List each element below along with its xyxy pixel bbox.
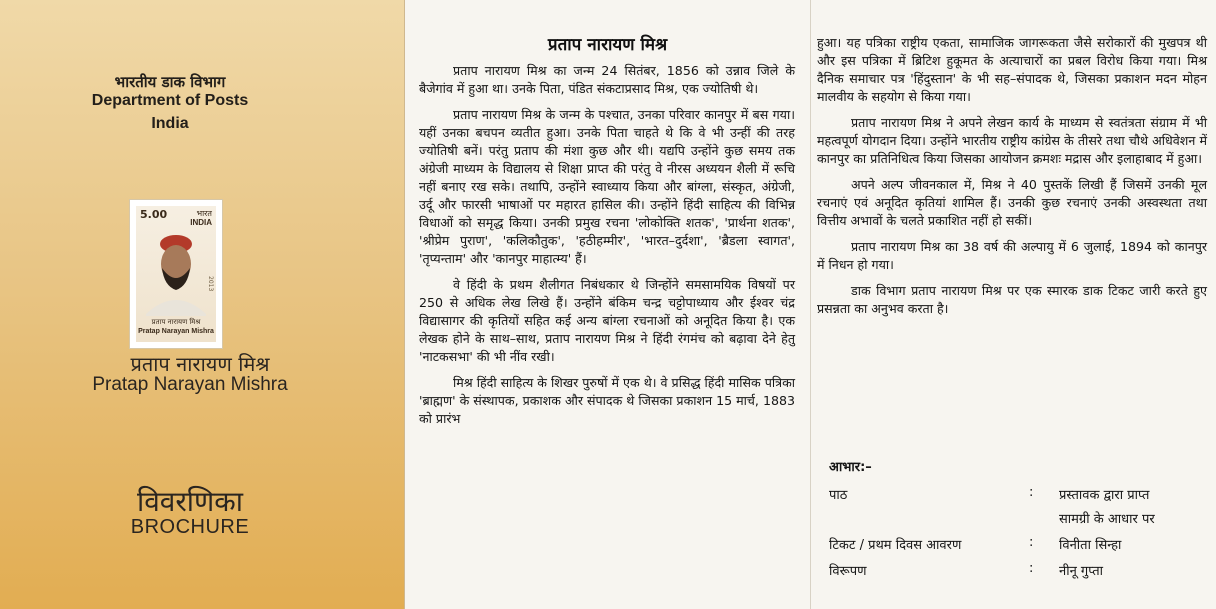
ack-colon: : xyxy=(1029,535,1034,550)
ack-label: विरूपण xyxy=(829,564,867,579)
department-name-hindi: भारतीय डाक विभाग xyxy=(114,73,226,91)
article-title: प्रताप नारायण मिश्र xyxy=(547,35,668,55)
ack-value: सामग्री के आधार पर xyxy=(1059,512,1155,527)
ack-value: नीनू गुप्ता xyxy=(1059,564,1104,579)
brochure-label-english: BROCHURE xyxy=(130,516,250,538)
paragraph: अपने अल्प जीवनकाल में, मिश्र ने 40 पुस्तकें लिखी हैं जिसमें उनकी मूल रचनाएं एवं अनूदित कृतियां शामिल हैं। उनकी कुछ रचनाएं उनकी अस्वस्थता तथा वित्तीय अभावों के चलते प्रकाशित नहीं हो सकीं। xyxy=(817,177,1207,228)
article-column-middle xyxy=(419,62,795,436)
article-column-right xyxy=(817,34,1207,326)
subject-name-english: Pratap Narayan Mishra xyxy=(92,374,288,395)
paragraph: प्रताप नारायण मिश्र का जन्म 24 सितंबर, 1856 को उन्नाव जिले के बैजेगांव में हुआ था। उनके पिता, पंडित संकटाप्रसाद मिश्र, एक ज्योतिषी थे। xyxy=(419,63,795,96)
stamp-year: 2013 xyxy=(207,276,214,292)
paragraph: प्रताप नारायण मिश्र का 38 वर्ष की अल्पायु में 6 जुलाई, 1894 को कानपुर में निधन हो गया। xyxy=(817,239,1207,272)
subject-name-hindi: प्रताप नारायण मिश्र xyxy=(130,352,270,376)
stamp-value: 5.00 xyxy=(140,208,168,221)
paragraph: मिश्र हिंदी साहित्य के शिखर पुरुषों में एक थे। वे प्रसिद्ध हिंदी मासिक पत्रिका 'ब्राह्मण' के संस्थापक, प्रकाशक और संपादक थे जिसका प्रकाशन 15 मार्च, 1883 को प्रारंभ xyxy=(419,375,795,426)
paragraph: हुआ। यह पत्रिका राष्ट्रीय एकता, सामाजिक जागरूकता जैसे सरोकारों की मुखपत्र थी और इस पत्रिका में ब्रिटिश हुकूमत के अत्याचारों का प्रबल विरोध किया गया। मिश्र दैनिक समाचार पत्र 'हिंदुस्तान' के भी सह–संपादक थे, जिसका प्रकाशन मदन मोहन मालवीय के सहयोग से किया गया। xyxy=(817,35,1207,104)
stamp-name-hindi: प्रताप नारायण मिश्र xyxy=(151,318,201,326)
brochure-label-hindi: विवरणिका xyxy=(136,485,244,518)
paragraph: प्रताप नारायण मिश्र ने अपने लेखन कार्य के माध्यम से स्वतंत्रता संग्राम में भी महत्वपूर्ण योगदान दिया। उन्होंने भारतीय राष्ट्रीय कांग्रेस के तीसरे तथा चौथे अधिवेशन में कानपुर का प्रतिनिधित्व किया जिसका आयोजन क्रमशः मद्रास और इलाहाबाद में हुआ। xyxy=(817,115,1207,166)
stamp-design xyxy=(136,206,216,342)
cover-panel xyxy=(0,0,405,609)
ack-value: विनीता सिन्हा xyxy=(1059,538,1122,553)
paragraph: डाक विभाग प्रताप नारायण मिश्र पर एक स्मारक डाक टिकट जारी करते हुए प्रसन्नता का अनुभव करता है। xyxy=(817,283,1207,316)
stamp-name-english: Pratap Narayan Mishra xyxy=(138,328,214,335)
ack-colon: : xyxy=(1029,485,1034,500)
department-country: India xyxy=(151,115,189,132)
acknowledgement-heading: आभार:– xyxy=(829,460,872,475)
stamp-country-english: INDIA xyxy=(190,218,212,227)
ack-label: टिकट / प्रथम दिवस आवरण xyxy=(829,538,962,553)
postage-stamp xyxy=(130,200,222,348)
article-panel-right xyxy=(811,0,1216,609)
ack-colon: : xyxy=(1029,561,1034,576)
department-name-english: Department of Posts xyxy=(91,92,249,109)
paragraph: वे हिंदी के प्रथम शैलीगत निबंधकार थे जिन्होंने समसामयिक विषयों पर 250 से अधिक लेख लिखे हैं। उन्होंने बंकिम चन्द्र चट्टोपाध्याय और ईश्वर चंद्र विद्यासागर की कृतियों सहित कई अन्य बांग्ला रचनाओं को अनूदित किया है। एक लेखक होने के साथ–साथ, प्रताप नारायण मिश्र ने हिंदी रंगमंच को बढ़ावा देने हेतु 'नाटकसभा' की भी नींव रखी। xyxy=(419,277,795,364)
stamp-country-hindi: भारत xyxy=(196,209,212,218)
ack-value: प्रस्तावक द्वारा प्राप्त xyxy=(1059,488,1150,503)
garment-shape xyxy=(146,300,206,316)
article-panel-middle xyxy=(405,0,811,609)
ack-label: पाठ xyxy=(829,488,848,503)
paragraph: प्रताप नारायण मिश्र के जन्म के पश्चात, उनका परिवार कानपुर में बस गया। यहीं उनका बचपन व्यतीत हुआ। उनके पिता चाहते थे कि वे भी उन्हीं की तरह ज्योतिषी बनें। परंतु प्रताप की मंशा कुछ और थी। यद्यपि उन्होंने कुछ समय तक अंग्रेजी माध्यम के विद्यालय से शिक्षा प्राप्त की परंतु वे नीरस अध्ययन शैली में रूचि नहीं बनाए रख सके। तथापि, उन्होंने स्वाध्याय किया और बांग्ला, संस्कृत, अंग्रेजी, उर्दू और फारसी भाषाओं पर महारत हासिल की। उन्होंने हिंदी साहित्य की विभिन्न विधाओं को समृद्ध किया। उनकी प्रमुख रचना 'लोकोक्ति शतक', 'प्रार्थना शतक', 'श्रीप्रेम पुराण', 'कलिकौतुक', 'हठीहम्मीर', 'भारत–दुर्दशा', 'ब्रैडला स्वागत', 'तृप्यन्ताम' और 'कानपुर माहात्म्य' हैं। xyxy=(419,107,796,266)
